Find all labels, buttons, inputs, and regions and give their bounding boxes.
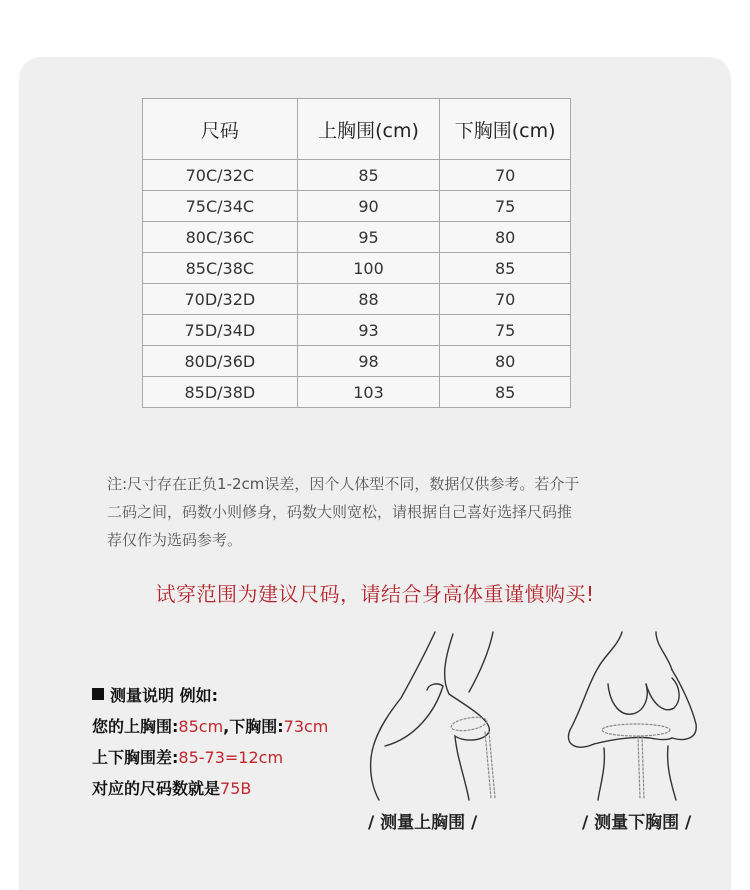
upper-bust-cell: 88 (297, 284, 440, 315)
table-row (143, 191, 571, 222)
measure-result-line (92, 773, 328, 804)
under-bust-caption: / 测量下胸围 / (582, 813, 692, 833)
table-row (143, 377, 571, 408)
upper-bust-cell: 93 (297, 315, 440, 346)
under-bust-cell: 85 (440, 253, 571, 284)
upper-bust-figure-icon (365, 628, 515, 803)
header-upper-bust: 上胸围(cm) (297, 99, 440, 160)
under-bust-cell: 75 (440, 191, 571, 222)
size-note (107, 470, 647, 554)
measure-instructions (92, 680, 328, 804)
under-bust-cell: 85 (440, 377, 571, 408)
under-bust-label: ,下胸围: (223, 717, 284, 736)
size-cell: 80C/36C (143, 222, 298, 253)
size-cell: 85D/38D (143, 377, 298, 408)
upper-bust-caption: / 测量上胸围 / (368, 813, 478, 833)
note-line: 二码之间，码数小则修身，码数大则宽松，请根据自己喜好选择尺码推 (107, 503, 573, 521)
header-under-bust: 下胸围(cm) (440, 99, 571, 160)
size-cell: 75C/34C (143, 191, 298, 222)
header-size: 尺码 (143, 99, 298, 160)
diff-label: 上下胸围差: (92, 748, 179, 767)
size-cell: 70C/32C (143, 160, 298, 191)
table-row (143, 284, 571, 315)
table-row (143, 160, 571, 191)
under-bust-cell: 70 (440, 160, 571, 191)
upper-bust-cell: 103 (297, 377, 440, 408)
under-bust-cell: 70 (440, 284, 571, 315)
under-bust-cell: 80 (440, 222, 571, 253)
square-bullet-icon (92, 688, 104, 700)
upper-bust-value: 85cm (178, 717, 224, 736)
size-cell: 70D/32D (143, 284, 298, 315)
measure-title-row (92, 680, 328, 711)
upper-bust-label: 您的上胸围: (92, 717, 179, 736)
size-cell: 80D/36D (143, 346, 298, 377)
under-bust-value: 73cm (283, 717, 329, 736)
under-bust-cell: 75 (440, 315, 571, 346)
upper-bust-cell: 90 (297, 191, 440, 222)
note-line: 注:尺寸存在正负1-2cm误差，因个人体型不同，数据仅供参考。若介于 (107, 475, 580, 493)
size-table (142, 98, 571, 408)
measure-title: 测量说明 例如: (110, 686, 218, 705)
result-value: 75B (220, 779, 252, 798)
size-cell: 85C/38C (143, 253, 298, 284)
measure-example-line (92, 711, 328, 742)
size-cell: 75D/34D (143, 315, 298, 346)
table-row (143, 346, 571, 377)
table-row (143, 253, 571, 284)
upper-bust-cell: 98 (297, 346, 440, 377)
table-header-row (143, 99, 571, 160)
table-row (143, 315, 571, 346)
measure-diff-line (92, 742, 328, 773)
fitting-warning: 试穿范围为建议尺码，请结合身高体重谨慎购买! (155, 582, 595, 606)
upper-bust-cell: 95 (297, 222, 440, 253)
table-row (143, 222, 571, 253)
diff-value: 85-73=12cm (178, 748, 284, 767)
under-bust-figure-icon (560, 628, 710, 803)
note-line: 荐仅作为选码参考。 (107, 531, 243, 549)
under-bust-cell: 80 (440, 346, 571, 377)
upper-bust-cell: 85 (297, 160, 440, 191)
upper-bust-cell: 100 (297, 253, 440, 284)
result-label: 对应的尺码数就是 (92, 779, 221, 798)
